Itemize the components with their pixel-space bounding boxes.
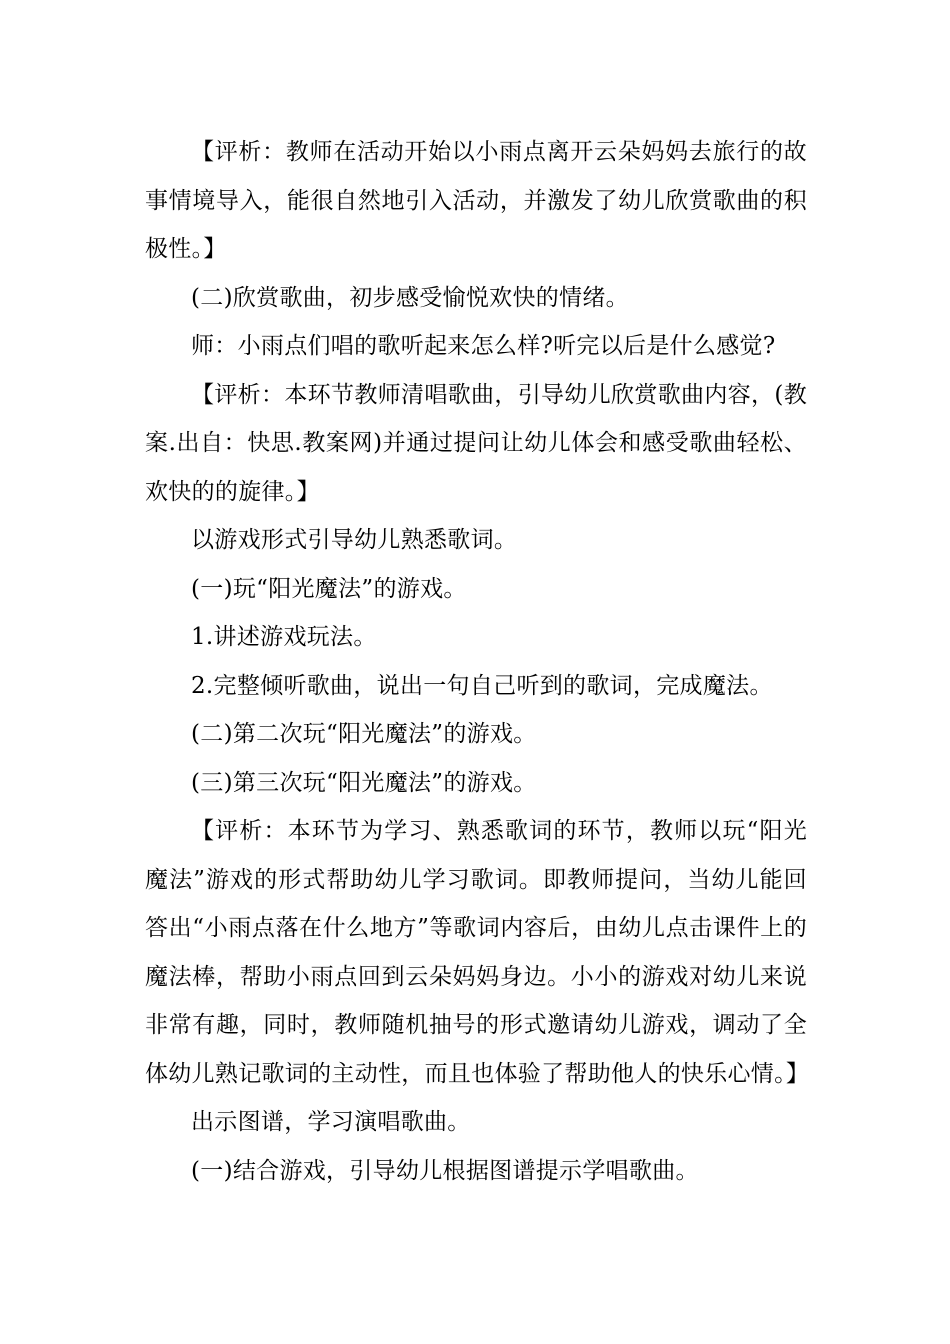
paragraph-game-step-1: (一)玩“阳光魔法”的游戏。	[191, 575, 467, 602]
paragraph-game-step-2: (二)第二次玩“阳光魔法”的游戏。	[191, 721, 537, 747]
paragraph-game-intro: 以游戏形式引导幼儿熟悉歌词。	[191, 527, 518, 553]
paragraph-game-rule-1: 1.讲述游戏玩法。	[191, 624, 377, 650]
document-body	[145, 128, 810, 1195]
paragraph-sing-step-1: (一)结合游戏，引导幼儿根据图谱提示学唱歌曲。	[191, 1157, 699, 1184]
paragraph-analysis-3: 【评析：本环节为学习、熟悉歌词的环节，教师以玩“阳光魔法”游戏的形式帮助幼儿学习歌词。即教师提问，当幼儿能回答出“小雨点落在什么地方”等歌词内容后，由幼儿点击课件上的魔法棒，帮助小雨点回到云朵妈妈身边。小小的游戏对幼儿来说非常有趣，同时，教师随机抽号的形式邀请幼儿游戏，调动了全体幼儿熟记歌词的主动性，而且也体验了帮助他人的快乐心情。】	[145, 818, 810, 1087]
paragraph-analysis-2: 【评析：本环节教师清唱歌曲，引导幼儿欣赏歌曲内容，(教案.出自：快思.教案网)并通过提问让幼儿体会和感受歌曲轻松、欢快的的旋律。】	[145, 381, 807, 505]
paragraph-section-appreciate: (二)欣赏歌曲，初步感受愉悦欢快的情绪。	[191, 284, 629, 311]
paragraph-show-chart: 出示图谱，学习演唱歌曲。	[191, 1109, 471, 1135]
paragraph-game-rule-2: 2.完整倾听歌曲，说出一句自己听到的歌词，完成魔法。	[191, 672, 773, 699]
paragraph-teacher-question: 师：小雨点们唱的歌听起来怎么样?听完以后是什么感觉?	[191, 333, 776, 359]
paragraph-game-step-3: (三)第三次玩“阳光魔法”的游戏。	[191, 769, 537, 796]
paragraph-analysis-1: 【评析：教师在活动开始以小雨点离开云朵妈妈去旅行的故事情境导入，能很自然地引入活动，并激发了幼儿欣赏歌曲的积极性。】	[145, 139, 807, 262]
